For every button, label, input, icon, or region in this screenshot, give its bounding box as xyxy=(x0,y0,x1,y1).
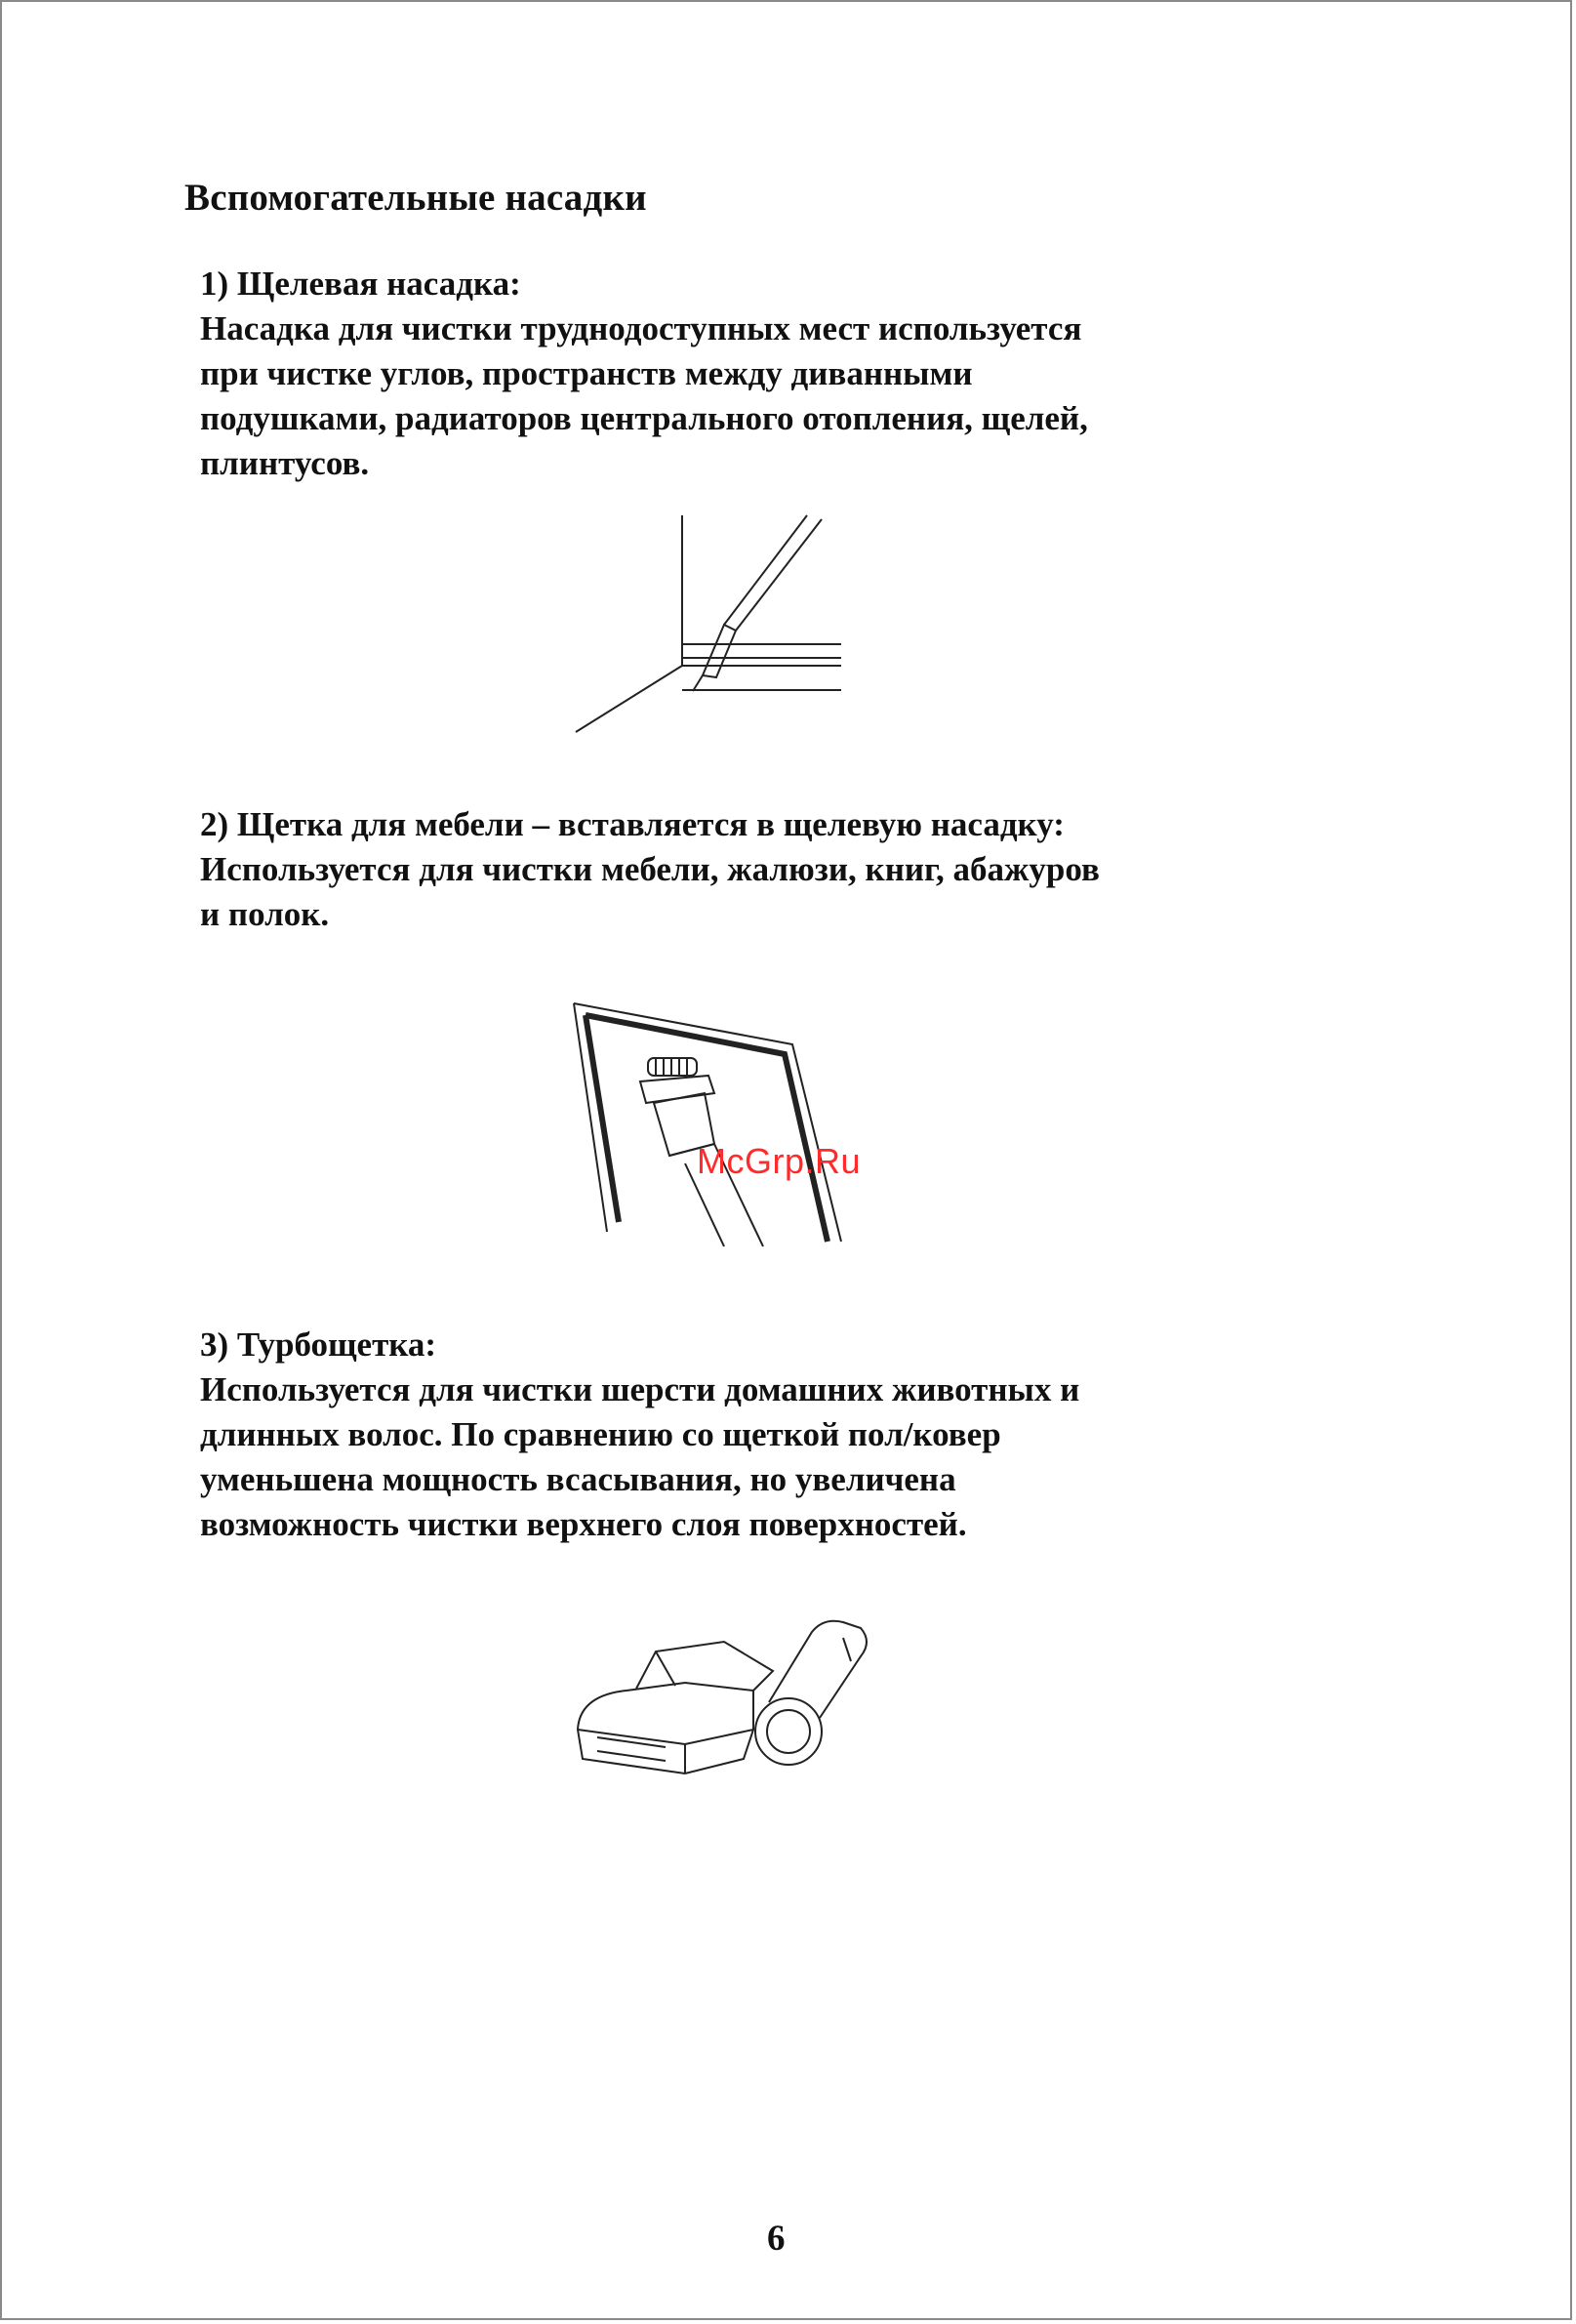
turbo-brush-illustration xyxy=(568,1612,900,1808)
section-3-text xyxy=(200,1367,1273,1547)
text-line: плинтусов. xyxy=(200,444,370,482)
watermark-text: McGrp.Ru xyxy=(697,1141,862,1181)
text-line: длинных волос. По сравнению со щеткой пол/ковер xyxy=(200,1415,1001,1453)
text-line: Насадка для чистки труднодоступных мест используется xyxy=(200,309,1082,347)
page-number: 6 xyxy=(767,2219,786,2259)
section-3-title: 3) Турбощетка: xyxy=(200,1325,437,1364)
text-line: Используется для чистки шерсти домашних животных и xyxy=(200,1370,1080,1408)
section-2-title: 2) Щетка для мебели – вставляется в щелевую насадку: xyxy=(200,805,1065,843)
crevice-nozzle-illustration xyxy=(568,510,861,744)
text-line: уменьшена мощность всасывания, но увеличена xyxy=(200,1460,956,1498)
section-2-text xyxy=(200,847,1273,937)
section-1-text xyxy=(200,306,1273,486)
text-line: и полок. xyxy=(200,895,330,933)
text-line: подушками, радиаторов центрального отопления, щелей, xyxy=(200,399,1088,437)
page-heading: Вспомогательные насадки xyxy=(184,177,647,219)
text-line: при чистке углов, пространств между диванными xyxy=(200,354,973,392)
text-line: Используется для чистки мебели, жалюзи, книг, абажуров xyxy=(200,850,1100,888)
text-line: возможность чистки верхнего слоя поверхностей. xyxy=(200,1505,967,1543)
section-1-title: 1) Щелевая насадка: xyxy=(200,265,521,303)
furniture-brush-illustration xyxy=(568,998,861,1251)
